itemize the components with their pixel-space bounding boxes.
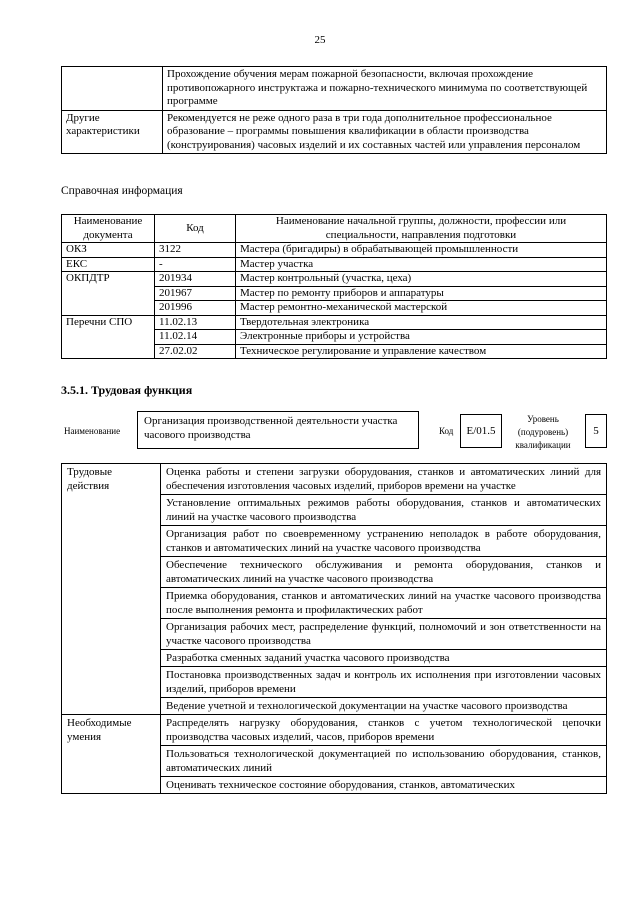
- row-text: Рекомендуется не реже одного раза в три года дополнительное профессиональное образование – программы повышения квалификации в области производства (конструирования) часовых изделий и их составных частей или управления персоналом: [163, 110, 607, 154]
- header-name: Наименование начальной группы, должности, профессии или специальности, направления подготовки: [236, 215, 607, 243]
- row-text: Прохождение обучения мерам пожарной безопасности, включая прохождение противопожарного инструктажа и пожарно-технического минимума по соответствующей программе: [163, 67, 607, 111]
- table-row: [62, 272, 607, 287]
- code-cell: 201934: [155, 272, 236, 287]
- code-cell: 11.02.13: [155, 315, 236, 330]
- qualification-level-label: Уровень (подуровень) квалификации: [515, 414, 571, 450]
- code-cell: 27.02.02: [155, 344, 236, 359]
- labor-actions-table: [61, 463, 607, 794]
- function-code-box: E/01.5: [460, 414, 502, 448]
- function-code-label: Код: [439, 426, 454, 436]
- name-cell: Мастер участка: [236, 257, 607, 272]
- header-document: Наименование документа: [62, 215, 155, 243]
- action-item: Обеспечение технического обслуживания и ремонта оборудования, станков и автоматических линий на участке часового производства: [161, 557, 607, 588]
- function-name-box: Организация производственной деятельности участка часового производства: [137, 411, 419, 449]
- header-code: Код: [155, 215, 236, 243]
- name-cell: Мастер контрольный (участка, цеха): [236, 272, 607, 287]
- name-cell: Мастер по ремонту приборов и аппаратуры: [236, 286, 607, 301]
- section-label: Трудовые действия: [62, 464, 161, 715]
- row-label: [62, 67, 163, 111]
- name-cell: Твердотельная электроника: [236, 315, 607, 330]
- skill-item: Распределять нагрузку оборудования, станков с учетом технологической цепочки производства часовых изделий, часов, приборов времени: [161, 715, 607, 746]
- table-row: [62, 110, 607, 154]
- row-label: Другие характеристики: [62, 110, 163, 154]
- page-number: 25: [314, 34, 326, 46]
- action-item: Организация рабочих мест, распределение функций, полномочий и зон ответственности на участке часового производства: [161, 619, 607, 650]
- name-cell: Мастера (бригадиры) в обрабатывающей промышленности: [236, 243, 607, 258]
- table-row: [62, 257, 607, 272]
- table-row: [62, 315, 607, 330]
- function-name-label: Наименование: [64, 426, 121, 436]
- doc-cell: ОКПДТР: [62, 272, 155, 316]
- action-item: Оценка работы и степени загрузки оборудования, станков и автоматических линий для обеспечения изготовления часовых изделий, приборов времени на участке: [161, 464, 607, 495]
- qualification-requirements-table: [61, 66, 607, 154]
- code-cell: 3122: [155, 243, 236, 258]
- code-cell: 201996: [155, 301, 236, 316]
- section-heading: 3.5.1. Трудовая функция: [61, 383, 193, 397]
- reference-info-table: [61, 214, 607, 359]
- doc-cell: ОКЗ: [62, 243, 155, 258]
- code-cell: 11.02.14: [155, 330, 236, 345]
- reference-info-title: Справочная информация: [61, 185, 183, 197]
- action-item: Ведение учетной и технологической документации на участке часового производства: [161, 698, 607, 715]
- table-row: [62, 243, 607, 258]
- qualification-level-box: 5: [585, 414, 607, 448]
- name-cell: Мастер ремонтно-механической мастерской: [236, 301, 607, 316]
- table-row: [62, 67, 607, 111]
- action-item: Приемка оборудования, станков и автоматических линий на участке часового производства после выполнения ремонта и профилактических работ: [161, 588, 607, 619]
- section-label: Необходимые умения: [62, 715, 161, 794]
- action-item: Постановка производственных задач и контроль их исполнения при изготовлении часовых изделий, приборов времени: [161, 667, 607, 698]
- table-row: [62, 715, 607, 746]
- skill-item: Пользоваться технологической документацией по использованию оборудования, станков, автоматических линий: [161, 746, 607, 777]
- name-cell: Электронные приборы и устройства: [236, 330, 607, 345]
- action-item: Разработка сменных заданий участка часового производства: [161, 650, 607, 667]
- table-row: [62, 464, 607, 495]
- skill-item: Оценивать техническое состояние оборудования, станков, автоматических: [161, 777, 607, 794]
- code-cell: 201967: [155, 286, 236, 301]
- code-cell: -: [155, 257, 236, 272]
- table-header-row: [62, 215, 607, 243]
- action-item: Установление оптимальных режимов работы оборудования, станков и автоматических линий на участке часового производства: [161, 495, 607, 526]
- doc-cell: Перечни СПО: [62, 315, 155, 359]
- doc-cell: ЕКС: [62, 257, 155, 272]
- action-item: Организация работ по своевременному устранению неполадок в работе оборудования, станков и автоматических линий на участке часового производства: [161, 526, 607, 557]
- name-cell: Техническое регулирование и управление качеством: [236, 344, 607, 359]
